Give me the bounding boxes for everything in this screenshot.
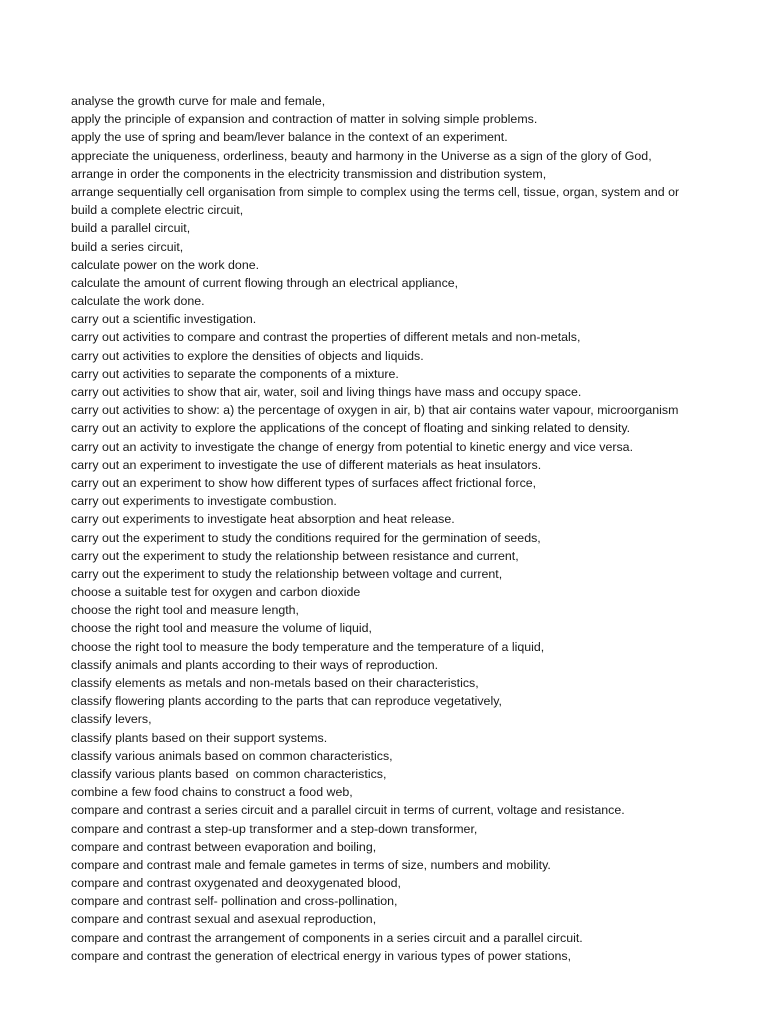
objective-line: compare and contrast the arrangement of components in a series circuit and a parallel circuit. xyxy=(71,930,583,945)
objective-line: compare and contrast sexual and asexual reproduction, xyxy=(71,912,377,927)
objective-line: carry out activities to explore the densities of objects and liquids. xyxy=(71,348,424,363)
objective-line: apply the principle of expansion and contraction of matter in solving simple problems. xyxy=(71,112,538,127)
objective-line: carry out the experiment to study the conditions required for the germination of seeds, xyxy=(71,530,541,545)
objective-line: carry out an activity to explore the applications of the concept of floating and sinking related to density. xyxy=(71,421,631,436)
objective-line: choose the right tool and measure length, xyxy=(71,603,299,618)
objective-line: carry out the experiment to study the relationship between voltage and current, xyxy=(71,566,503,581)
objective-line: classify various animals based on common characteristics, xyxy=(71,748,393,763)
objective-line: compare and contrast self- pollination and cross-pollination, xyxy=(71,894,398,909)
objective-line: classify animals and plants according to their ways of reproduction. xyxy=(71,657,439,672)
objective-line: classify flowering plants according to the parts that can reproduce vegetatively, xyxy=(71,694,502,709)
objective-line: carry out activities to show that air, water, soil and living things have mass and occupy space. xyxy=(71,385,582,399)
objective-line: classify elements as metals and non-metals based on their characteristics, xyxy=(71,676,479,690)
objective-line: compare and contrast the generation of electrical energy in various types of power stations, xyxy=(71,948,572,963)
objective-line: classify levers, xyxy=(71,712,152,727)
objective-line: arrange sequentially cell organisation from simple to complex using the terms cell, tissue, organ, system and or xyxy=(71,184,680,199)
objective-line: calculate the work done. xyxy=(71,294,205,309)
objective-line: compare and contrast oxygenated and deoxygenated blood, xyxy=(71,876,401,891)
objective-line: calculate power on the work done. xyxy=(71,257,260,272)
objective-line: choose a suitable test for oxygen and carbon dioxide xyxy=(71,585,361,600)
objective-line: arrange in order the components in the electricity transmission and distribution system, xyxy=(71,166,547,181)
objective-line: carry out an activity to investigate the change of energy from potential to kinetic energy and vice versa. xyxy=(71,439,634,454)
objective-line: carry out a scientific investigation. xyxy=(71,312,257,327)
objective-line: choose the right tool to measure the body temperature and the temperature of a liquid, xyxy=(71,639,545,654)
objective-line: carry out an experiment to show how different types of surfaces affect frictional force, xyxy=(71,475,537,490)
objective-line: carry out activities to show: a) the percentage of oxygen in air, b) that air contains water vapour, microorganism xyxy=(71,403,679,418)
objective-line: carry out activities to separate the components of a mixture. xyxy=(71,366,399,381)
objective-line: classify various plants based on common characteristics, xyxy=(71,766,387,781)
objective-line: classify plants based on their support systems. xyxy=(71,730,328,745)
objectives-list xyxy=(71,92,768,965)
objective-line: build a series circuit, xyxy=(71,239,184,254)
objective-line: choose the right tool and measure the volume of liquid, xyxy=(71,621,372,636)
objective-line: carry out the experiment to study the relationship between resistance and current, xyxy=(71,548,519,563)
objective-line: compare and contrast male and female gametes in terms of size, numbers and mobility. xyxy=(71,857,551,872)
objective-line: build a complete electric circuit, xyxy=(71,203,244,218)
objective-line: build a parallel circuit, xyxy=(71,221,191,236)
objective-line: apply the use of spring and beam/lever balance in the context of an experiment. xyxy=(71,130,508,145)
objective-line: appreciate the uniqueness, orderliness, beauty and harmony in the Universe as a sign of the glory of God, xyxy=(71,148,652,163)
objective-line: analyse the growth curve for male and female, xyxy=(71,94,326,108)
objective-line: carry out experiments to investigate combustion. xyxy=(71,494,337,509)
objective-line: carry out an experiment to investigate the use of different materials as heat insulators. xyxy=(71,457,542,472)
objective-line: compare and contrast a series circuit and a parallel circuit in terms of current, voltage and resistance. xyxy=(71,803,625,818)
objective-line: carry out activities to compare and contrast the properties of different metals and non-metals, xyxy=(71,330,581,345)
objective-line: combine a few food chains to construct a food web, xyxy=(71,785,353,800)
objective-line: compare and contrast between evaporation and boiling, xyxy=(71,839,377,854)
objective-line: carry out experiments to investigate heat absorption and heat release. xyxy=(71,512,455,527)
objective-line: compare and contrast a step-up transformer and a step-down transformer, xyxy=(71,821,478,836)
objective-line: calculate the amount of current flowing through an electrical appliance, xyxy=(71,275,459,290)
